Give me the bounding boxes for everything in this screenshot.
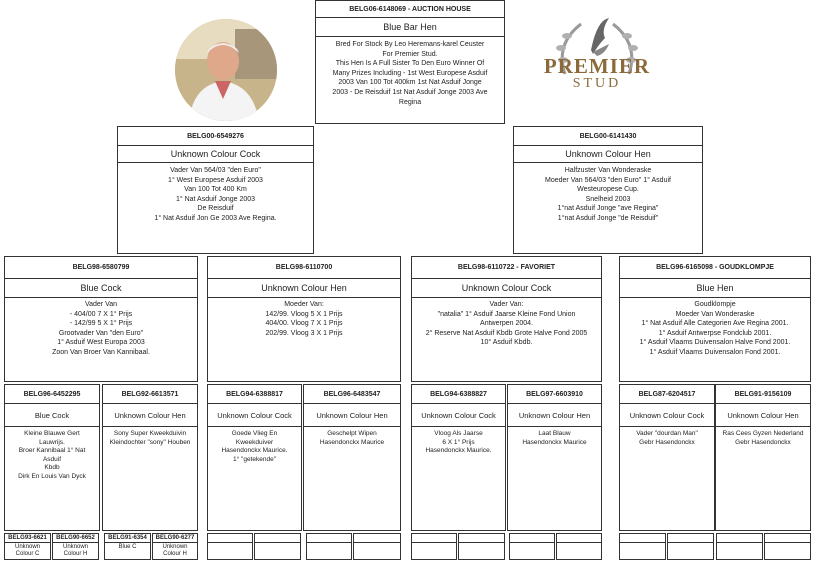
gen5-card-empty: [353, 533, 401, 560]
grandparent-description: [5, 298, 197, 358]
gen5-ring-number: [765, 534, 810, 543]
gen5-name: [153, 543, 197, 558]
gen5-card-empty: [207, 533, 253, 560]
great-grandparent-ring-number: BELG87-6204517: [620, 385, 714, 404]
great-grandparent-desc-line: Broer Kannibaal 1° Nat: [18, 447, 86, 455]
great-grandparent-desc-line: Kbdb: [44, 464, 60, 472]
sire-desc-line: De Reisduif: [197, 205, 234, 213]
great-grandparent-description: [412, 427, 505, 456]
dam-desc-line: Moeder Van 564/03 "den Euro" 1° Asduif: [545, 176, 671, 184]
grandparent-desc-line: 1° Asduif Antwerpse Fondclub 2001.: [658, 329, 772, 337]
great-grandparent-ring-number: BELG91-9156109: [716, 385, 810, 404]
gen5-name-line: Blue C: [118, 544, 137, 550]
sire-card: [117, 126, 314, 254]
dam-desc-line: Halfzuster Van Wonderaske: [564, 167, 652, 174]
gen5-card: [4, 533, 51, 560]
great-grandparent-desc-line: Ras Cees Gyzen Nederland: [722, 430, 804, 437]
breeder-portrait-image: [175, 19, 277, 121]
grandparent-desc-line: 1° Nat Asduif Alle Categorien Ave Regina 2001.: [641, 320, 789, 328]
grandparent-card: [207, 256, 401, 382]
dam-desc-line: 1°nat Asduif Jonge "ave Regina": [557, 205, 659, 213]
great-grandparent-desc-line: Kleine Blauwe Gert: [24, 430, 80, 437]
great-grandparent-description: [304, 427, 400, 447]
great-grandparent-desc-line: Kweekduiver: [235, 438, 274, 446]
grandparent-desc-line: Goudklompje: [694, 301, 736, 308]
dam-desc-line: Westeuropese Cup.: [577, 186, 639, 194]
subject-desc-line: Regina: [398, 98, 422, 106]
great-grandparent-desc-line: 6 X 1° Prijs: [442, 438, 475, 446]
sire-description: [118, 163, 313, 224]
grandparent-name: Unknown Colour Cock: [412, 279, 601, 298]
gen5-card-empty: [764, 533, 811, 560]
gen5-card-empty: [556, 533, 602, 560]
grandparent-desc-line: Moeder Van Wonderaske: [675, 310, 755, 318]
great-grandparent-desc-line: Kleindochter "sony" Houben: [109, 438, 191, 446]
grandparent-desc-line: - 142/99 5 X 1° Prijs: [69, 320, 133, 328]
subject-desc-line: For Premier Stud.: [382, 50, 438, 58]
great-grandparent-desc-line: Geschelpt Wipen: [327, 430, 377, 437]
subject-desc-line: This Hen Is A Full Sister To Den Euro Winner Of: [335, 60, 485, 68]
logo-stud-text: STUD: [572, 76, 622, 91]
grandparent-desc-line: 1° Asduif Vlaams Duivensalon Fond 2001.: [649, 348, 781, 356]
great-grandparent-desc-line: Laat Blauw: [538, 430, 571, 437]
subject-card: [315, 0, 505, 124]
gen5-name-line: Unknown: [162, 544, 188, 550]
gen5-ring-number: [668, 534, 713, 543]
grandparent-desc-line: - 404/00 7 X 1° Prijs: [69, 310, 133, 318]
great-grandparent-description: [103, 427, 197, 447]
gen5-card-empty: [509, 533, 555, 560]
grandparent-desc-line: 10° Asduif Kbdb.: [480, 339, 533, 347]
great-grandparent-card: [102, 384, 198, 531]
gen5-name-line: Unknown: [14, 544, 40, 550]
great-grandparent-desc-line: 1° "getekende": [233, 455, 276, 463]
great-grandparent-ring-number: BELG92-6613571: [103, 385, 197, 404]
great-grandparent-desc-line: Asduif: [42, 455, 62, 463]
breeder-photo: [175, 19, 277, 121]
subject-desc-line: 2003 - De Reisduif 1st Nat Asduif Jonge 2003 Ave: [332, 88, 488, 96]
gen5-card-empty: [667, 533, 714, 560]
great-grandparent-desc-line: Hasendonckx Maurice: [522, 438, 587, 446]
dam-ring-number: BELG00-6141430: [514, 127, 702, 146]
great-grandparent-description: [5, 427, 99, 482]
logo-premier-text: PREMIER: [543, 54, 651, 78]
grandparent-desc-line: Zoon Van Broer Van Kannibaal.: [52, 348, 150, 356]
grandparent-desc-line: Vader Van: [84, 301, 118, 308]
grandparent-desc-line: Antwerpen 2004.: [480, 320, 533, 328]
dam-desc-line: Snelheid 2003: [585, 195, 631, 203]
great-grandparent-desc-line: Dirk En Louis Van Dyck: [18, 472, 86, 480]
grandparent-desc-line: Moeder Van:: [284, 301, 324, 308]
subject-desc-line: 2003 Van 100 Tot 400km 1st Nat Asduif Jonge: [338, 79, 482, 87]
great-grandparent-card: [715, 384, 811, 531]
great-grandparent-card: [303, 384, 401, 531]
great-grandparent-description: [208, 427, 301, 464]
great-grandparent-name: Unknown Colour Hen: [508, 404, 601, 427]
great-grandparent-name: Unknown Colour Cock: [412, 404, 505, 427]
sire-name: Unknown Colour Cock: [118, 146, 313, 163]
dam-name: Unknown Colour Hen: [514, 146, 702, 163]
gen5-name: [53, 543, 98, 558]
gen5-card-empty: [716, 533, 763, 560]
sire-desc-line: Vader Van 564/03 "den Euro": [170, 167, 261, 174]
grandparent-card: [4, 256, 198, 382]
grandparent-name: Unknown Colour Hen: [208, 279, 400, 298]
gen5-ring-number: BELG90-6652: [53, 534, 98, 543]
grandparent-ring-number: BELG98-6110722 - FAVORIET: [412, 257, 601, 279]
gen5-name-line: Colour H: [163, 551, 187, 557]
grandparent-desc-line: 142/99. Vloog 5 X 1 Prijs: [265, 310, 343, 318]
gen5-card: [152, 533, 198, 560]
great-grandparent-desc-line: Hasendonckx Maurice: [319, 438, 385, 446]
grandparent-card: [619, 256, 811, 382]
great-grandparent-card: [507, 384, 602, 531]
grandparent-description: [208, 298, 400, 338]
grandparent-description: [412, 298, 601, 348]
gen5-ring-number: [208, 534, 252, 543]
great-grandparent-desc-line: Hasendonckx Maurice.: [221, 447, 288, 455]
sire-desc-line: 1° Nat Asduif Jonge 2003: [175, 195, 256, 203]
gen5-ring-number: [459, 534, 504, 543]
gen5-card: [52, 533, 99, 560]
great-grandparent-desc-line: Gebr Hasendonckx: [639, 438, 695, 446]
dam-card: [513, 126, 703, 254]
great-grandparent-ring-number: BELG96-6452295: [5, 385, 99, 404]
dam-description: [514, 163, 702, 224]
subject-description: [316, 37, 504, 107]
grandparent-ring-number: BELG98-6580799: [5, 257, 197, 279]
grandparent-description: [620, 298, 810, 358]
great-grandparent-ring-number: BELG94-6388817: [208, 385, 301, 404]
dam-desc-line: 1°nat Asduif Jonge "de Reisduif": [557, 214, 659, 222]
great-grandparent-name: Unknown Colour Cock: [620, 404, 714, 427]
sire-desc-line: 1° West Europese Asduif 2003: [168, 176, 263, 184]
gen5-card-empty: [306, 533, 352, 560]
sire-ring-number: BELG00-6549276: [118, 127, 313, 146]
grandparent-card: [411, 256, 602, 382]
grandparent-desc-line: 2° Reserve Nat Asduif Kbdb Grote Halve Fond 2005: [425, 329, 588, 337]
great-grandparent-name: Unknown Colour Cock: [208, 404, 301, 427]
gen5-ring-number: [510, 534, 554, 543]
subject-desc-line: Many Prizes Including - 1st West Europese Asduif: [332, 69, 488, 77]
gen5-ring-number: [307, 534, 351, 543]
gen5-ring-number: [717, 534, 762, 543]
gen5-name: [105, 543, 150, 551]
great-grandparent-name: Unknown Colour Hen: [716, 404, 810, 427]
great-grandparent-name: Blue Cock: [5, 404, 99, 427]
gen5-name-line: Colour C: [15, 551, 40, 557]
great-grandparent-ring-number: BELG97-6603910: [508, 385, 601, 404]
grandparent-desc-line: 404/00. Vloog 7 X 1 Prijs: [265, 320, 343, 328]
great-grandparent-card: [4, 384, 100, 531]
gen5-ring-number: [620, 534, 665, 543]
great-grandparent-card: [619, 384, 715, 531]
grandparent-name: Blue Hen: [620, 279, 810, 298]
grandparent-ring-number: BELG98-6110700: [208, 257, 400, 279]
gen5-ring-number: [557, 534, 601, 543]
gen5-ring-number: [412, 534, 456, 543]
gen5-card-empty: [411, 533, 457, 560]
grandparent-desc-line: Grootvader Van "den Euro": [58, 329, 144, 337]
sire-desc-line: 1° Nat Asduif Jon Ge 2003 Ave Regina.: [154, 214, 277, 222]
premier-stud-logo: [535, 14, 659, 102]
subject-ring-number: BELG06-6148069 - AUCTION HOUSE: [316, 1, 504, 18]
grandparent-desc-line: 1° Asduif Vlaams Duivensalon Halve Fond 2001.: [639, 339, 791, 347]
great-grandparent-description: [716, 427, 810, 447]
grandparent-desc-line: 202/99. Vloog 3 X 1 Prijs: [265, 329, 343, 337]
great-grandparent-name: Unknown Colour Hen: [304, 404, 400, 427]
great-grandparent-desc-line: Hasendonckx Maurice.: [425, 447, 492, 455]
great-grandparent-card: [411, 384, 506, 531]
gen5-card-empty: [458, 533, 505, 560]
great-grandparent-desc-line: Vader "dourdan Man": [636, 430, 698, 437]
grandparent-name: Blue Cock: [5, 279, 197, 298]
great-grandparent-description: [620, 427, 714, 447]
grandparent-desc-line: 1° Asduif West Europa 2003: [57, 339, 145, 347]
gen5-ring-number: BELG90-6277: [153, 534, 197, 543]
gen5-ring-number: [255, 534, 300, 543]
great-grandparent-desc-line: Goede Vlieg En: [231, 430, 278, 437]
gen5-name-line: Unknown: [62, 544, 88, 550]
grandparent-ring-number: BELG96-6165098 - GOUDKLOMPJE: [620, 257, 810, 279]
gen5-name-line: Colour H: [63, 551, 88, 557]
gen5-card-empty: [254, 533, 301, 560]
great-grandparent-ring-number: BELG94-6388827: [412, 385, 505, 404]
gen5-ring-number: BELG91-6354: [105, 534, 150, 543]
great-grandparent-card: [207, 384, 302, 531]
subject-desc-line: Bred For Stock By Leo Heremans-karel Ceuster: [335, 41, 485, 48]
great-grandparent-description: [508, 427, 601, 447]
sire-desc-line: Van 100 Tot 400 Km: [184, 186, 247, 194]
gen5-name: [5, 543, 50, 558]
great-grandparent-desc-line: Gebr Hasendonckx: [735, 438, 791, 446]
gen5-card-empty: [619, 533, 666, 560]
grandparent-desc-line: "natalia" 1° Asduif Jaarse Kleine Fond Union: [437, 310, 576, 318]
gen5-card: [104, 533, 151, 560]
great-grandparent-name: Unknown Colour Hen: [103, 404, 197, 427]
great-grandparent-ring-number: BELG96-6483547: [304, 385, 400, 404]
gen5-ring-number: BELG93-6621: [5, 534, 50, 543]
great-grandparent-desc-line: Vloog Als Jaarse: [434, 430, 483, 437]
great-grandparent-desc-line: Sony Super Kweekduivin: [113, 430, 187, 437]
great-grandparent-desc-line: Lauwrijs.: [39, 438, 65, 446]
gen5-ring-number: [354, 534, 400, 543]
grandparent-desc-line: Vader Van:: [489, 301, 524, 308]
subject-name: Blue Bar Hen: [316, 18, 504, 37]
